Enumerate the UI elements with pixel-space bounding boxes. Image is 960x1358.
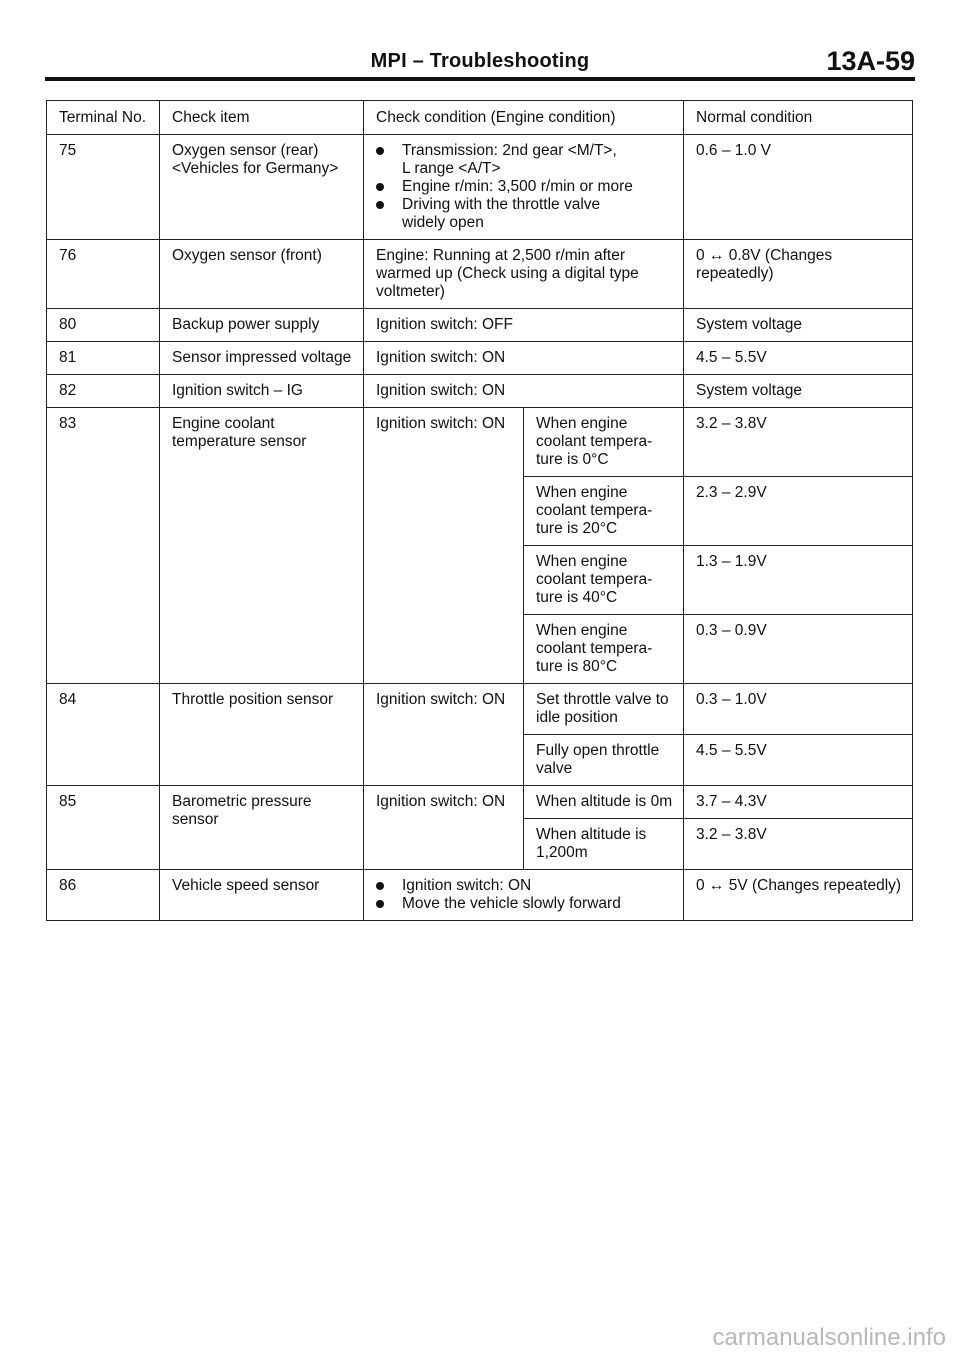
check-item: Oxygen sensor (rear) <Vehicles for Germany> xyxy=(160,135,364,240)
normal-condition: 0.3 – 1.0V xyxy=(684,684,913,735)
table-row xyxy=(47,870,913,921)
normal-condition: System voltage xyxy=(684,309,913,342)
terminal-no: 84 xyxy=(47,684,160,786)
bullet-dot-icon xyxy=(376,183,384,191)
check-item: Engine coolant temperature sensor xyxy=(160,408,364,684)
table-row xyxy=(47,309,913,342)
sub-condition: When engine coolant tempera- ture is 20°C xyxy=(524,477,684,546)
check-item: Sensor impressed voltage xyxy=(160,342,364,375)
terminal-no: 85 xyxy=(47,786,160,870)
terminal-no: 81 xyxy=(47,342,160,375)
bullet-dot-icon xyxy=(376,882,384,890)
terminal-no: 80 xyxy=(47,309,160,342)
table-row xyxy=(47,342,913,375)
check-condition: Ignition switch: ON xyxy=(364,375,684,408)
header-rule xyxy=(45,77,915,81)
check-item: Barometric pressure sensor xyxy=(160,786,364,870)
table-row xyxy=(47,684,913,735)
normal-condition: 0.3 – 0.9V xyxy=(684,615,913,684)
check-item: Vehicle speed sensor xyxy=(160,870,364,921)
page-title: MPI – Troubleshooting xyxy=(370,50,590,72)
check-condition: Ignition switch: ON xyxy=(364,342,684,375)
normal-condition: 4.5 – 5.5V xyxy=(684,735,913,786)
bullet-dot-icon xyxy=(376,201,384,209)
watermark: carmanualsonline.info xyxy=(712,1324,946,1351)
terminal-no: 86 xyxy=(47,870,160,921)
table-row xyxy=(47,786,913,819)
normal-condition: System voltage xyxy=(684,375,913,408)
terminal-check-table xyxy=(46,100,913,921)
table-row xyxy=(47,240,913,309)
header-terminal: Terminal No. xyxy=(47,101,160,135)
normal-condition: 3.2 – 3.8V xyxy=(684,408,913,477)
terminal-no: 83 xyxy=(47,408,160,684)
terminal-no: 76 xyxy=(47,240,160,309)
normal-condition: 1.3 – 1.9V xyxy=(684,546,913,615)
condition-bullet: Driving with the throttle valve widely open xyxy=(376,196,674,232)
check-condition: Engine: Running at 2,500 r/min after warmed up (Check using a digital type voltmeter) xyxy=(364,240,684,309)
bullet-dot-icon xyxy=(376,900,384,908)
condition-bullet: Engine r/min: 3,500 r/min or more xyxy=(376,178,674,196)
check-condition: Ignition switch: ON xyxy=(364,408,524,684)
normal-condition: 2.3 – 2.9V xyxy=(684,477,913,546)
bullet-dot-icon xyxy=(376,147,384,155)
check-condition: Ignition switch: ON xyxy=(364,786,524,870)
table-row xyxy=(47,135,913,240)
sub-condition: Set throttle valve to idle position xyxy=(524,684,684,735)
check-condition: Ignition switch: ON xyxy=(364,684,524,786)
normal-condition: 0 ↔ 5V (Changes repeatedly) xyxy=(684,870,913,921)
header-check-condition: Check condition (Engine condition) xyxy=(364,101,684,135)
sub-condition: When altitude is 1,200m xyxy=(524,819,684,870)
check-item: Backup power supply xyxy=(160,309,364,342)
check-condition xyxy=(364,135,684,240)
condition-bullet: Transmission: 2nd gear <M/T>, L range <A/T> xyxy=(376,142,674,178)
page-header xyxy=(45,46,915,76)
header-normal-condition: Normal condition xyxy=(684,101,913,135)
check-condition: Ignition switch: OFF xyxy=(364,309,684,342)
condition-bullet: Move the vehicle slowly forward xyxy=(376,895,674,913)
normal-condition: 3.7 – 4.3V xyxy=(684,786,913,819)
terminal-no: 75 xyxy=(47,135,160,240)
table-header-row xyxy=(47,101,913,135)
table-row xyxy=(47,408,913,477)
normal-condition: 4.5 – 5.5V xyxy=(684,342,913,375)
sub-condition: When engine coolant tempera- ture is 40°C xyxy=(524,546,684,615)
sub-condition: When engine coolant tempera- ture is 0°C xyxy=(524,408,684,477)
page-number: 13A-59 xyxy=(826,46,915,76)
sub-condition: When engine coolant tempera- ture is 80°C xyxy=(524,615,684,684)
sub-condition: When altitude is 0m xyxy=(524,786,684,819)
check-item: Ignition switch – IG xyxy=(160,375,364,408)
normal-condition: 0.6 – 1.0 V xyxy=(684,135,913,240)
table-row xyxy=(47,375,913,408)
header-check-item: Check item xyxy=(160,101,364,135)
sub-condition: Fully open throttle valve xyxy=(524,735,684,786)
normal-condition: 3.2 – 3.8V xyxy=(684,819,913,870)
terminal-no: 82 xyxy=(47,375,160,408)
check-item: Oxygen sensor (front) xyxy=(160,240,364,309)
normal-condition: 0 ↔ 0.8V (Changes repeatedly) xyxy=(684,240,913,309)
condition-bullet: Ignition switch: ON xyxy=(376,877,674,895)
check-condition xyxy=(364,870,684,921)
check-item: Throttle position sensor xyxy=(160,684,364,786)
